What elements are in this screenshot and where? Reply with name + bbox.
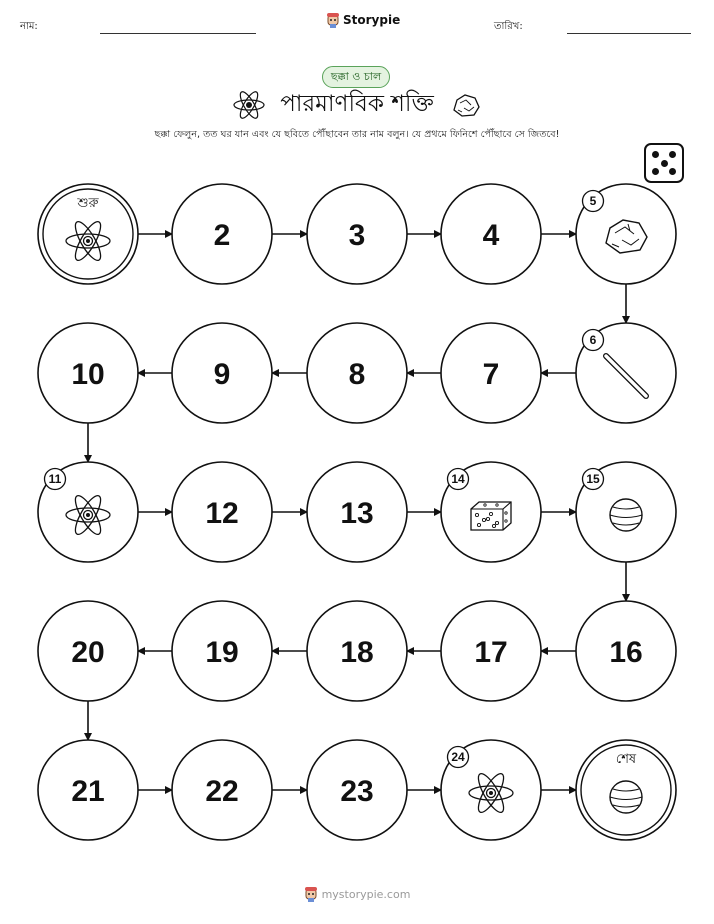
ball-icon [610, 499, 642, 531]
board-cell[interactable] [307, 323, 407, 423]
storypie-mascot-icon [304, 886, 318, 902]
board-cell[interactable] [441, 740, 541, 840]
board-cell[interactable] [38, 601, 138, 701]
cell-number: 16 [609, 636, 643, 669]
cell-number: 5 [589, 194, 597, 209]
game-type-badge: ছক্কা ও চাল [322, 66, 390, 88]
cell-number: 6 [589, 333, 597, 348]
board-cell[interactable] [576, 601, 676, 701]
end-label: শেষ [615, 752, 637, 767]
board-cell[interactable] [172, 740, 272, 840]
board-cell[interactable] [38, 740, 138, 840]
board-cell[interactable] [441, 462, 541, 562]
board-cells [38, 184, 676, 840]
board-cell[interactable] [172, 601, 272, 701]
cell-number: 2 [213, 219, 231, 252]
cell-number: 3 [348, 219, 366, 252]
board-cell[interactable] [172, 323, 272, 423]
board-cell[interactable] [576, 323, 676, 423]
brand-name: Storypie [343, 13, 401, 27]
board-cell[interactable] [441, 601, 541, 701]
board-cell[interactable] [38, 184, 138, 284]
start-label: শুরু [77, 196, 99, 211]
ball-icon [610, 781, 642, 813]
cell-number: 13 [340, 497, 374, 530]
sponge-icon [471, 502, 511, 530]
board-cell[interactable] [576, 462, 676, 562]
cell-number: 21 [71, 775, 105, 808]
cell-number: 24 [451, 750, 465, 765]
page-title: পারমাণবিক শক্তি [280, 91, 434, 117]
cell-number: 7 [482, 358, 500, 391]
board-cell[interactable] [307, 184, 407, 284]
cell-number: 18 [340, 636, 374, 669]
cell-number: 19 [205, 636, 239, 669]
name-label: নাম: [20, 21, 38, 32]
cell-number: 4 [482, 219, 500, 252]
instructions: ছক্কা ফেলুন, তত ঘর যান এবং যে ছবিতে পৌঁছাবেন তার নাম বলুন। যে প্রথমে ফিনিশে পৌঁছাবে সে জিতবে! [154, 129, 560, 140]
cell-number: 9 [213, 358, 231, 391]
cell-number: 14 [451, 472, 465, 487]
board-cell[interactable] [307, 740, 407, 840]
cell-number: 10 [71, 358, 105, 391]
cell-number: 15 [586, 472, 600, 487]
board-cell[interactable] [307, 462, 407, 562]
date-label: তারিখ: [494, 21, 523, 32]
board-cell[interactable] [38, 323, 138, 423]
board-cell[interactable] [576, 740, 676, 840]
board-cell[interactable] [441, 184, 541, 284]
cell-number: 23 [340, 775, 374, 808]
cell-number: 22 [205, 775, 239, 808]
footer [0, 886, 714, 902]
cell-number: 20 [71, 636, 105, 669]
board-cell[interactable] [172, 184, 272, 284]
board-cell[interactable] [441, 323, 541, 423]
board-cell[interactable] [576, 184, 676, 284]
board-cell[interactable] [307, 601, 407, 701]
cell-number: 12 [205, 497, 239, 530]
board-cell[interactable] [38, 462, 138, 562]
cell-number: 11 [48, 472, 62, 487]
cell-number: 8 [348, 358, 366, 391]
board-cell[interactable] [172, 462, 272, 562]
footer-url[interactable]: mystorypie.com [321, 887, 411, 901]
cell-number: 17 [474, 636, 508, 669]
